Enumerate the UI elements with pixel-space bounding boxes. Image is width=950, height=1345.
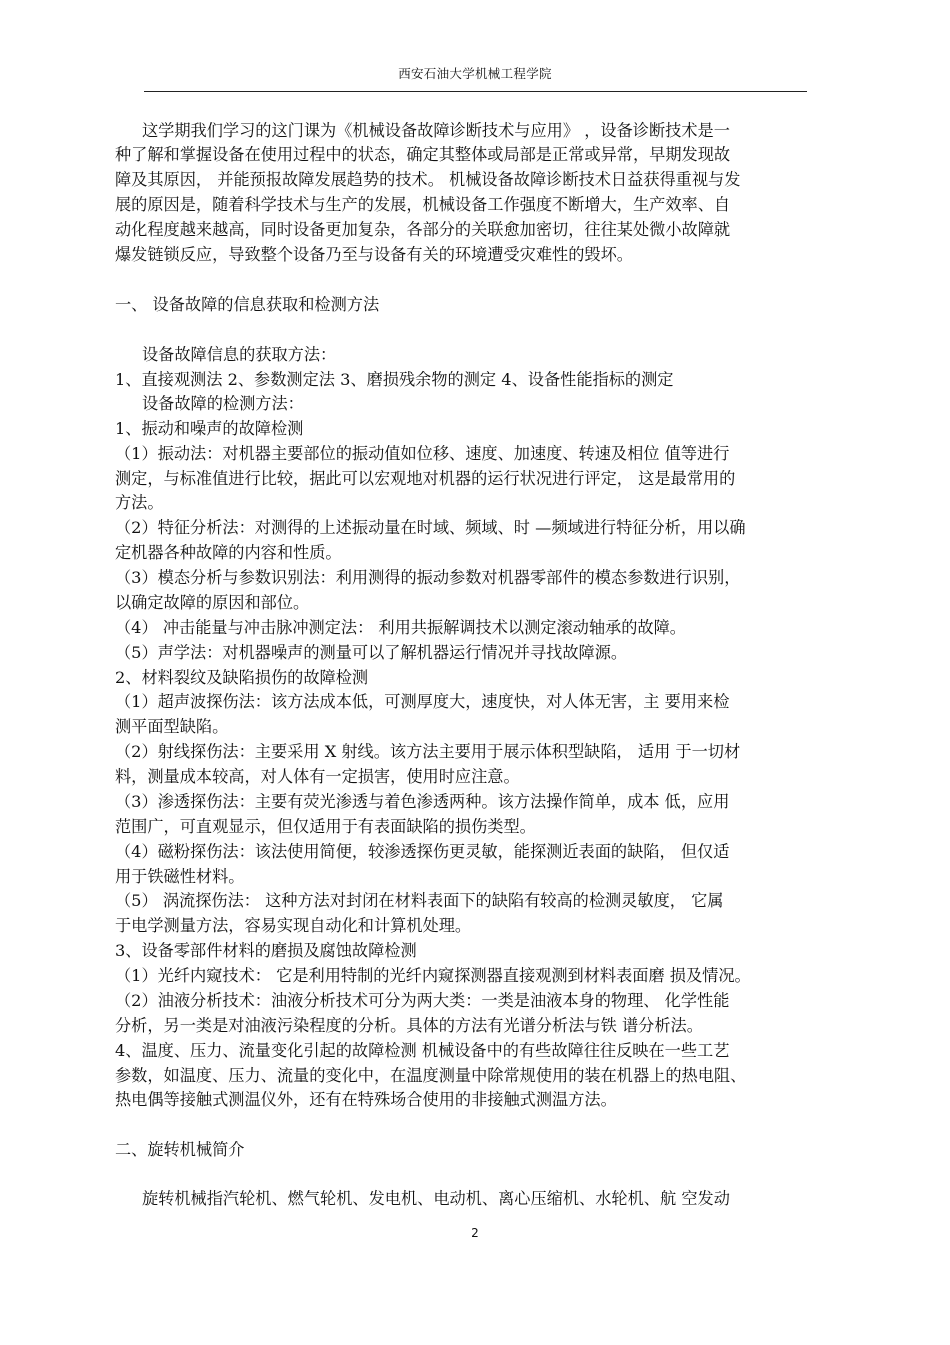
- text-line: （5） 涡流探伤法： 这种方法对封闭在材料表面下的缺陷有较高的检测灵敏度， 它属: [115, 891, 724, 910]
- text-line: （1）超声波探伤法：该方法成本低，可测厚度大，速度快，对人体无害，主 要用来检: [115, 692, 730, 711]
- text-line: 2、材料裂纹及缺陷损伤的故障检测: [115, 668, 369, 687]
- text-line: （1）振动法：对机器主要部位的振动值如位移、速度、加速度、转速及相位 值等进行: [115, 444, 730, 463]
- text-line: 障及其原因， 并能预报故障发展趋势的技术。 机械设备故障诊断技术日益获得重视与发: [115, 170, 741, 189]
- text-line: （2）特征分析法：对测得的上述振动量在时域、频域、时 —频域进行特征分析，用以确: [115, 518, 746, 537]
- text-line: 展的原因是，随着科学技术与生产的发展，机械设备工作强度不断增大，生产效率、自: [115, 195, 731, 214]
- page-number: 2: [471, 1226, 479, 1240]
- text-line: 1、直接观测法 2、参数测定法 3、磨损残余物的测定 4、设备性能指标的测定: [115, 370, 674, 389]
- text-line: 设备故障的检测方法：: [142, 394, 304, 413]
- header-rule: [144, 91, 807, 92]
- text-line: 分析，另一类是对油液污染程度的分析。具体的方法有光谱分析法与铁 谱分析法。: [115, 1016, 703, 1035]
- text-line: 动化程度越来越高，同时设备更加复杂，各部分的关联愈加密切，往往某处微小故障就: [115, 220, 731, 239]
- text-line: （4） 冲击能量与冲击脉冲测定法： 利用共振解调技术以测定滚动轴承的故障。: [115, 618, 686, 637]
- text-line: 范围广，可直观显示，但仅适用于有表面缺陷的损伤类型。: [115, 817, 536, 836]
- text-line: （3）模态分析与参数识别法：利用测得的振动参数对机器零部件的模态参数进行识别，: [115, 568, 741, 587]
- text-line: 料，测量成本较高，对人体有一定损害，使用时应注意。: [115, 767, 520, 786]
- text-line: 爆发链锁反应，导致整个设备乃至与设备有关的环境遭受灾难性的毁坏。: [115, 245, 633, 264]
- text-line: （1）光纤内窥技术： 它是利用特制的光纤内窥探测器直接观测到材料表面磨 损及情况。: [115, 966, 751, 985]
- text-line: 旋转机械指汽轮机、燃气轮机、发电机、电动机、离心压缩机、水轮机、航 空发动: [142, 1189, 730, 1208]
- text-line: 4、温度、压力、流量变化引起的故障检测 机械设备中的有些故障往往反映在一些工艺: [115, 1041, 730, 1060]
- text-line: （5）声学法：对机器噪声的测量可以了解机器运行情况并寻找故障源。: [115, 643, 628, 662]
- text-line: 热电偶等接触式测温仪外，还有在特殊场合使用的非接触式测温方法。: [115, 1090, 617, 1109]
- text-line: （3）渗透探伤法：主要有荧光渗透与着色渗透两种。该方法操作简单，成本 低，应用: [115, 792, 730, 811]
- text-line: 3、设备零部件材料的磨损及腐蚀故障检测: [115, 941, 417, 960]
- section-heading: 一、 设备故障的信息获取和检测方法: [115, 295, 380, 314]
- text-line: 种了解和掌握设备在使用过程中的状态，确定其整体或局部是正常或异常，早期发现故: [115, 145, 731, 164]
- page-header: 西安石油大学机械工程学院: [398, 66, 552, 81]
- text-line: （2）射线探伤法：主要采用 X 射线。该方法主要用于展示体积型缺陷， 适用 于一切材: [115, 742, 741, 761]
- text-line: 用于铁磁性材料。: [115, 867, 245, 886]
- text-line: （2）油液分析技术：油液分析技术可分为两大类：一类是油液本身的物理、 化学性能: [115, 991, 730, 1010]
- text-line: 定机器各种故障的内容和性质。: [115, 543, 342, 562]
- text-line: 测定，与标准值进行比较，据此可以宏观地对机器的运行状况进行评定， 这是最常用的: [115, 469, 736, 488]
- text-line: 这学期我们学习的这门课为《机械设备故障诊断技术与应用》 ，设备诊断技术是一: [142, 121, 730, 140]
- text-line: 方法。: [115, 493, 164, 512]
- text-line: 以确定故障的原因和部位。: [115, 593, 310, 612]
- text-line: 测平面型缺陷。: [115, 717, 229, 736]
- text-line: 1、振动和噪声的故障检测: [115, 419, 304, 438]
- section-heading: 二、旋转机械简介: [115, 1140, 245, 1159]
- text-line: （4）磁粉探伤法：该法使用简便，较渗透探伤更灵敏，能探测近表面的缺陷， 但仅适: [115, 842, 730, 861]
- text-line: 参数，如温度、压力、流量的变化中，在温度测量中除常规使用的装在机器上的热电阻、: [115, 1066, 747, 1085]
- text-line: 设备故障信息的获取方法：: [142, 345, 337, 364]
- text-line: 于电学测量方法，容易实现自动化和计算机处理。: [115, 916, 472, 935]
